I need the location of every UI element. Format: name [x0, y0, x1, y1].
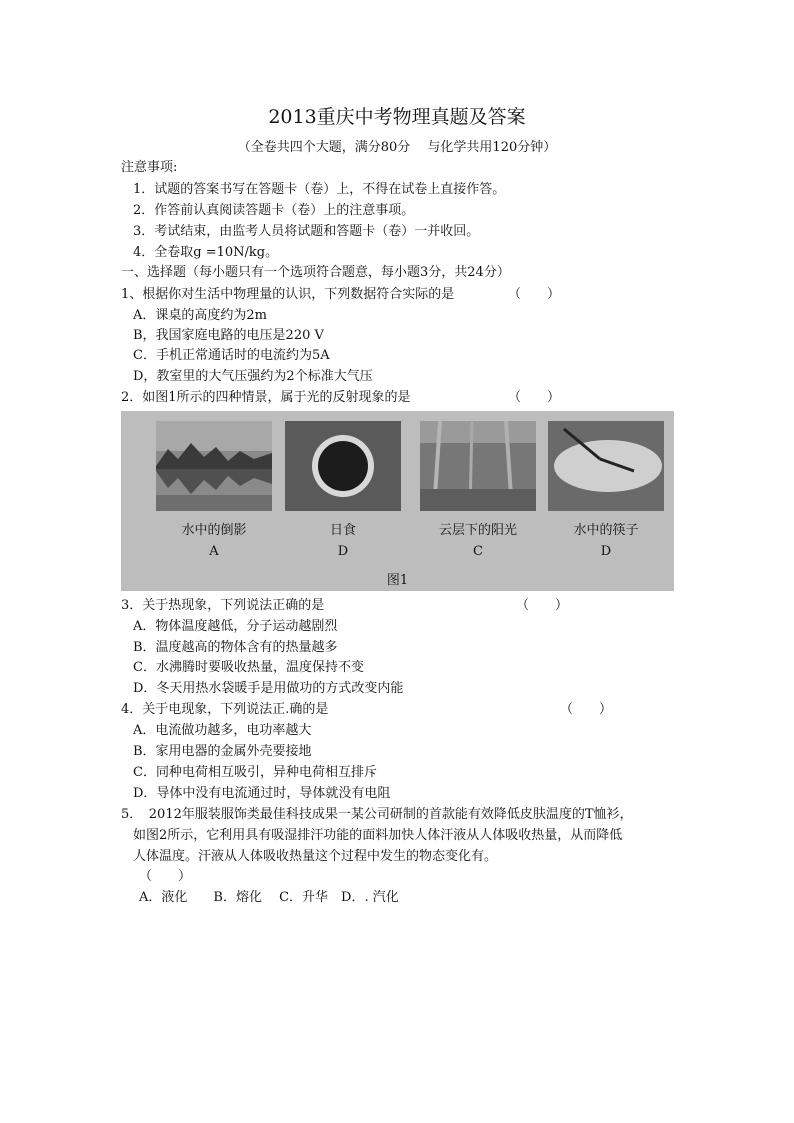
- option: D．导体中没有电流通过时，导体就没有电阻: [133, 786, 391, 801]
- answer-blank: （ ）: [508, 390, 561, 405]
- figure-caption: 水中的筷子: [573, 523, 639, 538]
- option: A．物体温度越低，分子运动越剧烈: [133, 619, 338, 634]
- page-title: 2013重庆中考物理真题及答案: [268, 106, 526, 128]
- figure-1: [121, 411, 674, 591]
- answer-blank: （ ）: [560, 702, 613, 717]
- notice-item: 4．全卷取g =10N/kg。: [133, 245, 279, 260]
- options-row: A．液化 B．熔化 C．升华 D．. 汽化: [139, 890, 399, 905]
- page-subtitle: （全卷共四个大题，满分80分 与化学共用120分钟）: [237, 140, 557, 155]
- question-5-stem: 如图2所示，它利用具有吸湿排汗功能的面料加快人体汗液从人体吸收热量，从而降低: [133, 828, 623, 843]
- notice-item: 1．试题的答案书写在答题卡（卷）上，不得在试卷上直接作答。: [133, 182, 506, 197]
- figure-caption: 云层下的阳光: [438, 523, 517, 538]
- option: D．冬天用热水袋暖手是用做功的方式改变内能: [133, 681, 404, 696]
- option: B，我国家庭电路的电压是220 V: [133, 328, 324, 343]
- option: A．电流做功越多，电功率越大: [133, 723, 312, 738]
- figure-label: 图1: [386, 573, 409, 588]
- sunlight-photo: [420, 421, 536, 511]
- option: C．水沸腾时要吸收热量，温度保持不变: [133, 660, 364, 675]
- section-heading: 一、选择题（每小题只有一个选项符合题意，每小题3分，共24分）: [121, 265, 510, 280]
- question-2-stem: 2．如图1所示的四种情景，属于光的反射现象的是: [121, 390, 411, 405]
- figure-caption: 水中的倒影: [181, 523, 247, 538]
- question-5-stem: 人体温度。汗液从人体吸收热量这个过程中发生的物态变化有。: [133, 849, 498, 864]
- question-3-stem: 3．关于热现象，下列说法正确的是: [121, 598, 325, 613]
- figure-letter: D: [337, 544, 349, 559]
- question-5-stem: 5． 2012年服装服饰类最佳科技成果一某公司研制的首款能有效降低皮肤温度的T恤衫，: [121, 807, 633, 822]
- answer-blank: （ ）: [508, 287, 561, 302]
- figure-caption: 日食: [329, 523, 356, 538]
- figure-letter: C: [473, 544, 483, 559]
- option: C．同种电荷相互吸引，异种电荷相互排斥: [133, 765, 377, 780]
- figure-letter: A: [209, 544, 219, 559]
- option: D，教室里的大气压强约为2个标准大气压: [133, 369, 373, 384]
- question-4-stem: 4．关于电现象，下列说法正.确的是: [121, 702, 329, 717]
- notice-item: 3．考试结束，由监考人员将试题和答题卡（卷）一并收回。: [133, 224, 480, 239]
- eclipse-photo: [285, 421, 401, 511]
- question-1-stem: 1、根据你对生活中物理量的认识，下列数据符合实际的是: [121, 287, 455, 302]
- option: B．温度越高的物体含有的热量越多: [133, 640, 338, 655]
- answer-blank: （ ）: [516, 598, 569, 613]
- chopsticks-photo: [548, 421, 664, 511]
- answer-blank: （ ）: [139, 869, 192, 884]
- option: C．手机正常通话时的电流约为5A: [133, 348, 330, 363]
- notice-heading: 注意事项:: [121, 160, 178, 175]
- notice-item: 2．作答前认真阅读答题卡（卷）上的注意事项。: [133, 203, 415, 218]
- option: A．课桌的高度约为2m: [133, 308, 267, 323]
- option: B．家用电器的金属外壳要接地: [133, 744, 312, 759]
- reflection-photo: [156, 421, 272, 511]
- figure-letter: D: [600, 544, 612, 559]
